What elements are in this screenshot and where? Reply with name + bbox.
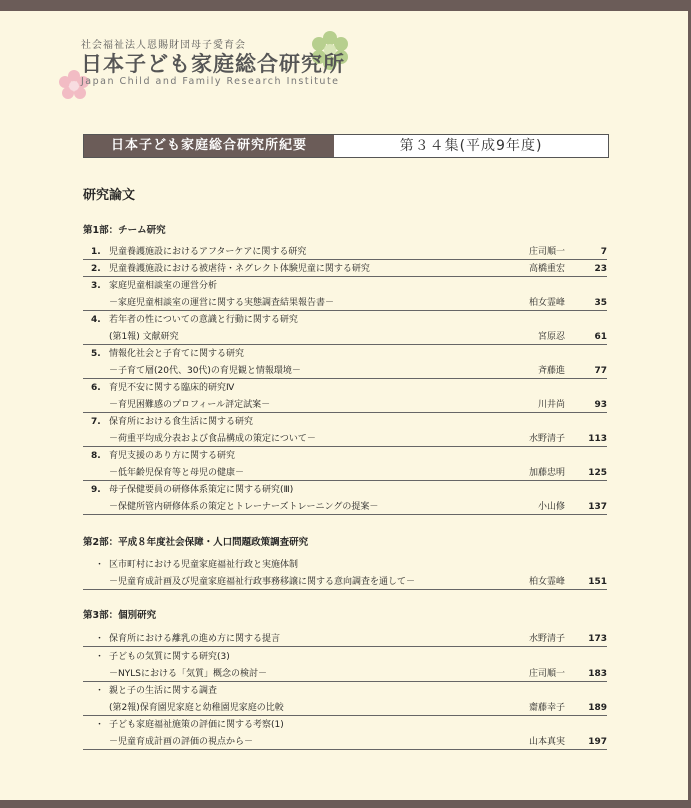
entry-page: 35 — [594, 298, 607, 308]
entry-subtitle: －保健所管内研修体系の策定とトレーナーズトレーニングの提案－ — [109, 502, 379, 512]
entry-author: 柏女霊峰 — [528, 298, 565, 308]
entry-title-link[interactable]: 子どもの気質に関する研究(3) — [109, 652, 230, 662]
entry-author: 庄司順一 — [528, 669, 565, 679]
entry-title-link[interactable]: 若年者の性についての意識と行動に関する研究 — [109, 315, 298, 325]
entry-number: 6. — [91, 383, 101, 393]
toc-entry-sub-row[interactable] — [83, 398, 607, 413]
part-heading: 第3部：個別研究 — [83, 610, 157, 621]
entry-subtitle: －育児困難感のプロフィール評定試案－ — [109, 400, 271, 410]
entry-page: 183 — [588, 669, 607, 679]
entry-title-link[interactable]: 親と子の生活に関する調査 — [109, 686, 218, 696]
entry-author: 庄司順一 — [528, 247, 565, 257]
entry-title-link[interactable]: 家庭児童相談室の運営分析 — [109, 281, 218, 291]
entry-page: 61 — [594, 332, 607, 342]
entry-page: 137 — [588, 502, 607, 512]
journal-title: 日本子ども家庭総合研究所紀要 — [84, 135, 334, 157]
entry-number: 8. — [91, 451, 101, 461]
part-heading: 第1部：チーム研究 — [83, 225, 166, 236]
toc-entry-sub-row[interactable] — [83, 364, 607, 379]
entry-subtitle: －家庭児童相談室の運営に関する実態調査結果報告書－ — [109, 298, 335, 308]
entry-title-link[interactable]: 児童養護施設におけるアフターケアに関する研究 — [109, 247, 307, 257]
entry-title-link[interactable]: 子ども家庭福祉施策の評価に関する考察(1) — [109, 720, 284, 730]
entry-subtitle: －NYLSにおける「気質」概念の検討－ — [109, 669, 267, 679]
entry-subtitle: －子育て層(20代、30代)の育児観と情報環境－ — [109, 366, 301, 376]
entry-author: 水野清子 — [528, 634, 565, 644]
entry-title-link[interactable]: 保育所における離乳の進め方に関する提言 — [109, 634, 281, 644]
entry-title-link[interactable]: 児童養護施設における被虐待・ネグレクト体験児童に関する研究 — [109, 264, 370, 274]
toc-entry-title-row[interactable] — [83, 449, 607, 463]
toc-entry[interactable] — [83, 245, 607, 260]
entry-page: 189 — [588, 703, 607, 713]
entry-title-link[interactable]: 育児不安に関する臨床的研究Ⅳ — [109, 383, 235, 393]
entry-subtitle: －児童育成計画の評価の視点から－ — [109, 737, 254, 747]
entry-number: 3. — [91, 281, 101, 291]
toc-entry-title-row[interactable] — [83, 684, 607, 698]
toc-entry-sub-row[interactable] — [83, 701, 607, 716]
entry-page: 173 — [588, 634, 607, 644]
toc-entry-sub-row[interactable] — [83, 667, 607, 682]
entry-author: 小山修 — [537, 502, 565, 512]
entry-number: 4. — [91, 315, 101, 325]
entry-page: 197 — [588, 737, 607, 747]
part-heading: 第2部：平成８年度社会保障・人口問題政策調査研究 — [83, 537, 309, 548]
entry-author: 山本真実 — [528, 737, 565, 747]
entry-page: 77 — [594, 366, 607, 376]
toc-entry-title-row[interactable] — [83, 347, 607, 361]
toc-entry-title-row[interactable] — [83, 718, 607, 732]
entry-title-link[interactable]: 保育所における食生活に関する研究 — [109, 417, 254, 427]
toc-entry-title-row[interactable] — [83, 313, 607, 327]
entry-bullet: ・ — [95, 560, 105, 570]
entry-page: 113 — [588, 434, 607, 444]
section-title: 研究論文 — [83, 188, 136, 203]
toc-entry-title-row[interactable] — [83, 483, 607, 497]
entry-number: 7. — [91, 417, 101, 427]
journal-banner — [83, 134, 609, 158]
entry-author: 齋藤幸子 — [528, 703, 565, 713]
entry-page: 7 — [600, 247, 607, 257]
entry-author: 加藤忠明 — [528, 468, 565, 478]
toc-entry-sub-row[interactable] — [83, 432, 607, 447]
toc-entry-sub-row[interactable] — [83, 500, 607, 515]
entry-subtitle: (第2報)保育園児家庭と幼稚園児家庭の比較 — [109, 703, 284, 713]
entry-page: 125 — [588, 468, 607, 478]
org-name: 日本子ども家庭総合研究所 — [81, 52, 345, 76]
toc-entry-sub-row[interactable] — [83, 735, 607, 750]
toc-entry-title-row[interactable] — [83, 650, 607, 664]
org-english-name: Japan Child and Family Research Institute — [81, 76, 340, 87]
org-parent-name: 社会福祉法人恩賜財団母子愛育会 — [81, 40, 246, 51]
entry-author: 川井尚 — [537, 400, 565, 410]
entry-author: 高橋重宏 — [528, 264, 565, 274]
entry-number: 1. — [91, 247, 101, 257]
entry-page: 23 — [594, 264, 607, 274]
entry-number: 2. — [91, 264, 101, 274]
entry-subtitle: (第1報) 文献研究 — [109, 332, 179, 342]
toc-entry-sub-row[interactable] — [83, 296, 607, 311]
institute-logo[interactable] — [57, 36, 357, 106]
bottom-border-bar — [0, 800, 691, 808]
top-border-bar — [0, 0, 691, 11]
entry-bullet: ・ — [95, 634, 105, 644]
entry-title-link[interactable]: 育児支援のあり方に関する研究 — [109, 451, 236, 461]
entry-title-link[interactable]: 情報化社会と子育てに関する研究 — [109, 349, 245, 359]
toc-entry-title-row[interactable] — [83, 279, 607, 293]
entry-bullet: ・ — [95, 720, 105, 730]
entry-number: 5. — [91, 349, 101, 359]
entry-bullet: ・ — [95, 652, 105, 662]
entry-page: 151 — [588, 577, 607, 587]
toc-entry-sub-row[interactable] — [83, 575, 607, 590]
toc-entry-sub-row[interactable] — [83, 466, 607, 481]
toc-entry[interactable] — [83, 632, 607, 647]
journal-volume: 第３４集(平成9年度) — [399, 138, 543, 154]
entry-bullet: ・ — [95, 686, 105, 696]
entry-subtitle: －荷重平均成分表および食品構成の策定について－ — [109, 434, 316, 444]
toc-entry[interactable] — [83, 262, 607, 277]
entry-author: 斉藤進 — [537, 366, 565, 376]
entry-title-link[interactable]: 区市町村における児童家庭福祉行政と実施体制 — [109, 560, 299, 570]
toc-entry-title-row[interactable] — [83, 415, 607, 429]
entry-number: 9. — [91, 485, 101, 495]
entry-title-link[interactable]: 母子保健要員の研修体系策定に関する研究(Ⅲ) — [109, 485, 294, 495]
toc-entry-title-row[interactable] — [83, 558, 607, 572]
entry-subtitle: －低年齢児保育等と母児の健康－ — [109, 468, 245, 478]
toc-entry-sub-row[interactable] — [83, 330, 607, 345]
entry-subtitle: －児童育成計画及び児童家庭福祉行政事務移譲に関する意向調査を通して－ — [109, 577, 416, 587]
entry-author: 柏女霊峰 — [528, 577, 565, 587]
entry-page: 93 — [594, 400, 607, 410]
entry-author: 水野清子 — [528, 434, 565, 444]
entry-author: 宮原忍 — [537, 332, 565, 342]
toc-entry-title-row[interactable] — [83, 381, 607, 395]
